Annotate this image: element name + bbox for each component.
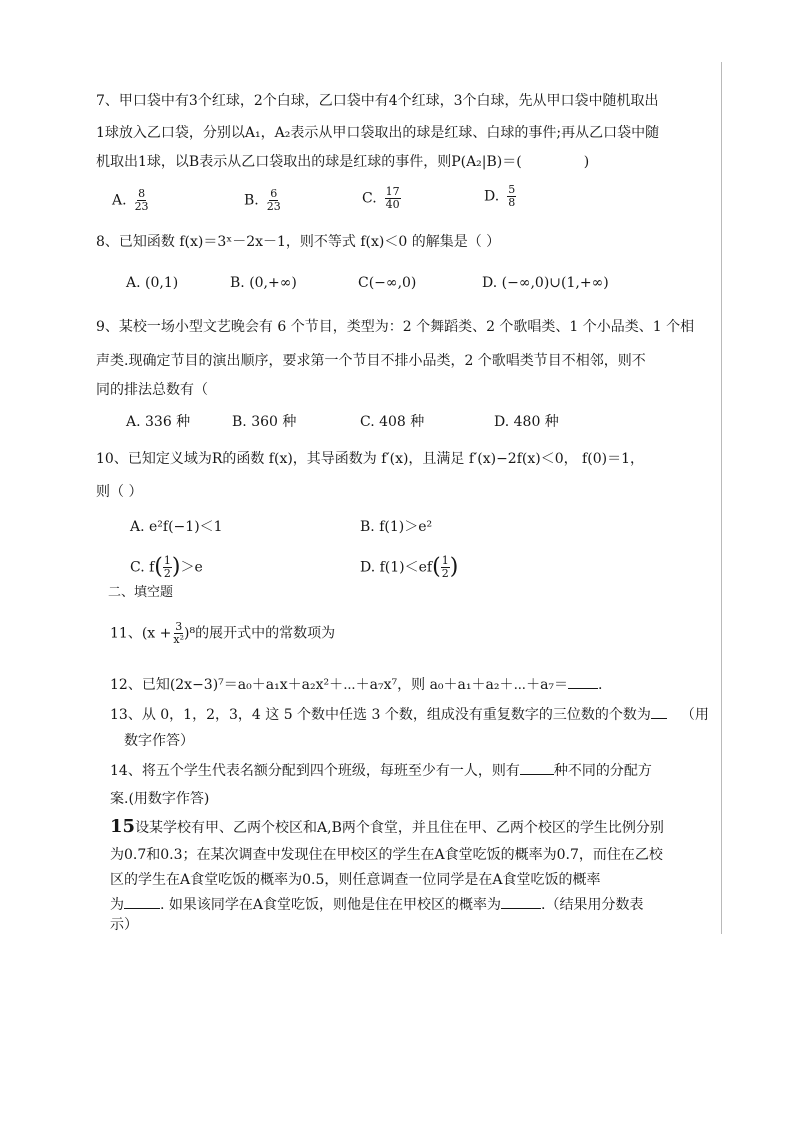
- q10-option-b: B. f(1)＞e²: [360, 519, 433, 535]
- q7-option-c: [362, 186, 401, 211]
- q10-option-d: D. f(1)＜ef( $\frac{1}{2}$ ): [360, 554, 459, 580]
- q7-line1: 7、甲口袋中有3个红球，2个白球，乙口袋中有4个红球，3个白球，先从甲口袋中随机取出: [96, 93, 659, 109]
- q11-expr-open: (x +: [141, 625, 172, 642]
- q9-line1: 9、某校一场小型文艺晚会有 6 个节目，类型为：2 个舞蹈类、2 个歌唱类、1 个小品类、1 个相: [96, 319, 695, 335]
- section-fill-in-heading: 二、填空题: [108, 585, 174, 600]
- q10-option-a: A. e²f(−1)＜1: [130, 519, 223, 535]
- q8-option-a: A. (0,1): [126, 275, 179, 291]
- q7-option-a: [112, 188, 149, 213]
- q7-line3-close: ): [583, 154, 590, 170]
- q10-option-d-fraction: $\frac{1}{2}$: [441, 554, 449, 580]
- q14-answer-blank[interactable]: [520, 774, 554, 775]
- q10-option-c-fraction: $\frac{1}{2}$: [163, 554, 171, 580]
- q8-option-c: C(−∞,0): [358, 275, 417, 291]
- page-edge-line: [721, 62, 722, 934]
- q9-option-c: C. 408 种: [360, 414, 425, 430]
- q12-line: 12、已知(2x−3)⁷＝a₀＋a₁x＋a₂x²＋⋯＋a₇x⁷，则 a₀＋a₁＋a₂＋⋯＋a₇＝ .: [110, 677, 603, 693]
- q13-text: 13、从 0，1，2，3，4 这 5 个数中任选 3 个数，组成没有重复数字的三位数的个数为: [110, 707, 651, 723]
- q7-option-d-fraction: $\frac{5}{8}$: [508, 183, 516, 209]
- q15-line2: 为0.7和0.3；在某次调查中发现住在甲校区的学生在A食堂吃饭的概率为0.7，而住在乙校: [110, 847, 663, 863]
- q9-option-d: D. 480 种: [494, 414, 559, 430]
- q13-line2: 数字作答）: [124, 733, 194, 749]
- q15-line5: 示）: [110, 917, 138, 933]
- q14-line1: 14、将五个学生代表名额分配到四个班级，每班至少有一人，则有 种不同的分配方: [110, 763, 652, 779]
- q15-line1: [110, 818, 664, 837]
- q7-line2: 1球放入乙口袋，分别以A₁，A₂表示从甲口袋取出的球是红球、白球的事件;再从乙口袋中随: [96, 125, 660, 141]
- q10-line1: 10、已知定义域为R的函数 f(x)，其导函数为 f′(x)，且满足 f′(x)−2f(x)＜0， f(0)＝1，: [96, 451, 644, 467]
- q7-option-b-fraction: $\frac{6}{23}$: [266, 187, 281, 213]
- q8-stem: 8、已知函数 f(x)＝3ˣ－2x－1，则不等式 f(x)＜0 的解集是（ ）: [96, 234, 501, 250]
- q9-line2: 声类.现确定节目的演出顺序，要求第一个节目不排小品类，2 个歌唱类节目不相邻，则不: [96, 353, 646, 369]
- q7-option-d: [484, 184, 516, 209]
- q7-option-b-letter: B.: [244, 192, 259, 209]
- q7-line3: [96, 153, 589, 171]
- q12-text: 12、已知(2x−3)⁷＝a₀＋a₁x＋a₂x²＋⋯＋a₇x⁷，则 a₀＋a₁＋a₂＋⋯＋a₇＝: [110, 677, 569, 693]
- q9-option-b: B. 360 种: [232, 414, 297, 430]
- q9-option-a: A. 336 种: [126, 414, 191, 430]
- q12-answer-blank[interactable]: [568, 688, 598, 689]
- q15-answer-blank-1[interactable]: [124, 908, 160, 909]
- q11-label: 11、: [110, 625, 142, 642]
- q7-option-c-fraction: $\frac{17}{40}$: [385, 185, 400, 211]
- q11-fraction: $\frac{3}{\text{x²}}$: [173, 620, 184, 646]
- q15-line1-text: 设某学校有甲、乙两个校区和A,B两个食堂，并且住在甲、乙两个校区的学生比例分别: [135, 820, 664, 836]
- q13-answer-blank[interactable]: [651, 718, 667, 719]
- q7-option-d-letter: D.: [484, 188, 500, 205]
- q7-line3-text: 机取出1球，以B表示从乙口袋取出的球是红球的事件，则P(A₂|B)＝(: [96, 154, 522, 170]
- q15-answer-blank-2[interactable]: [501, 908, 541, 909]
- q15-line3: 区的学生在A食堂吃饭的概率为0.5，则任意调查一位同学是在A食堂吃饭的概率: [110, 872, 601, 888]
- q7-option-a-letter: A.: [112, 192, 127, 209]
- q15-line4: 为 . 如果该同学在A食堂吃饭，则他是住在甲校区的概率为 .（结果用分数表: [110, 897, 644, 913]
- q8-option-d: D. (−∞,0)∪(1,+∞): [482, 275, 609, 291]
- q10-option-c: C. f( $\frac{1}{2}$ )＞e: [130, 554, 203, 580]
- q10-line2: 则（ ）: [96, 484, 143, 500]
- q11-expr-close: )⁸: [184, 625, 196, 642]
- q7-option-a-fraction: $\frac{8}{23}$: [134, 187, 149, 213]
- q11-line: [110, 621, 335, 646]
- q14-text: 14、将五个学生代表名额分配到四个班级，每班至少有一人，则有: [110, 763, 520, 779]
- q13-line1: 13、从 0，1，2，3，4 这 5 个数中任选 3 个数，组成没有重复数字的三位数的个数为 （用: [110, 707, 709, 723]
- q9-line3: 同的排法总数有（: [96, 382, 208, 398]
- q8-option-b: B. (0,+∞): [230, 275, 297, 291]
- q15-number: 15: [110, 816, 136, 837]
- q7-option-b: [244, 188, 281, 213]
- q7-option-c-letter: C.: [362, 190, 377, 207]
- q11-text: 的展开式中的常数项为: [195, 625, 336, 642]
- q14-line2: 案.(用数字作答): [110, 791, 210, 807]
